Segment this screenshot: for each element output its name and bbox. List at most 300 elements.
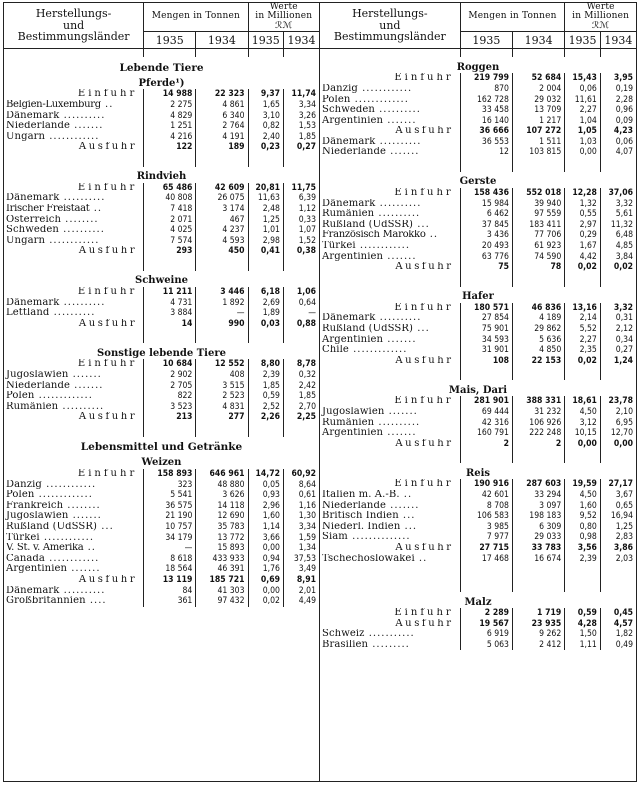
total-label — [320, 262, 460, 273]
spacer-cell — [600, 564, 636, 578]
leader-dots: ............ — [355, 241, 410, 252]
leader-dots: ... — [398, 511, 416, 522]
label-text: Dänemark — [6, 297, 60, 308]
value-1934: 27,17 — [608, 479, 633, 490]
country-row — [320, 220, 636, 231]
quantity-1935: 12 — [460, 147, 512, 158]
country-name — [4, 215, 144, 226]
quantity-1934: 408 — [196, 370, 248, 381]
value-1935: 2,14 — [565, 313, 601, 324]
value-1934: 6,48 — [615, 230, 633, 241]
label-text: Einfuhr — [394, 479, 454, 490]
quantity-1934: 4 861 — [196, 100, 248, 111]
spacer-cell — [460, 273, 512, 287]
spacer-cell — [320, 366, 460, 380]
total-row — [320, 126, 636, 137]
label-text: Dänemark — [322, 313, 376, 324]
country-name — [4, 554, 144, 565]
section-heading: Weizen — [141, 457, 182, 469]
quantity-1934: 3 446 — [196, 287, 248, 298]
value-1934: 0,19 — [615, 83, 633, 94]
label-text: Ausfuhr — [395, 355, 454, 366]
year-1935-header: 1935 — [565, 32, 601, 49]
country-name — [4, 533, 144, 544]
leader-dots: .......... — [59, 110, 106, 121]
country-row — [320, 324, 636, 335]
value-1934: 11,75 — [291, 182, 316, 193]
label-text: Österreich — [6, 214, 61, 225]
quantity-1934: 16 674 — [512, 554, 564, 565]
value-1934: 4,85 — [615, 241, 633, 252]
country-name — [4, 132, 144, 143]
section-heading-row — [4, 73, 319, 89]
label-text: Canada — [6, 553, 45, 564]
spacer-cell — [283, 423, 319, 437]
country-name — [4, 111, 144, 122]
country-row — [4, 564, 319, 575]
label-text: Rußland (UdSSR) — [6, 521, 98, 532]
spacer-cell — [320, 158, 460, 172]
value-1934: 4,07 — [615, 147, 633, 158]
value-1935: 0,02 — [565, 356, 601, 367]
quantity-1935: 2 705 — [144, 381, 196, 392]
spacer-row — [320, 273, 636, 287]
quantity-1935: 7 977 — [460, 532, 512, 543]
country-row — [320, 335, 636, 346]
quantity-1934: 388 331 — [512, 396, 564, 407]
spacer-cell — [512, 273, 564, 287]
label-text: Jugoslawien — [6, 370, 69, 380]
total-row — [320, 619, 636, 630]
total-label — [320, 188, 460, 199]
total-label — [320, 396, 460, 407]
country-name — [4, 511, 144, 522]
section-heading-row — [4, 343, 319, 359]
quantity-1934: 6 340 — [196, 111, 248, 122]
quantity-1934: 287 603 — [512, 479, 564, 490]
label-text: Ungarn — [6, 131, 46, 142]
value-1934: 2,70 — [298, 401, 316, 412]
quantity-1935: 361 — [144, 596, 196, 607]
spacer-cell — [144, 153, 196, 167]
leader-dots: .. — [89, 204, 103, 215]
country-name — [4, 402, 144, 413]
country-row — [4, 511, 319, 522]
quantity-1935: 7 418 — [144, 204, 196, 215]
value-1934: 2,28 — [615, 94, 633, 105]
year-1934-header: 1934 — [600, 32, 636, 49]
value-1934: 0,33 — [298, 214, 316, 225]
label-text: Ausfuhr — [395, 542, 454, 553]
total-label — [4, 183, 144, 194]
quantity-1934: 22 153 — [512, 356, 564, 367]
leader-dots: .......... — [59, 585, 106, 596]
quantity-1934: 2 412 — [512, 640, 564, 651]
quantity-1934: 183 411 — [512, 220, 564, 231]
value-1934: 11,74 — [291, 89, 316, 100]
spacer-cell — [600, 158, 636, 172]
quantity-column-header: Mengen in Tonnen — [460, 3, 565, 32]
label-text: Rumänien — [322, 417, 375, 428]
country-name — [4, 490, 144, 501]
total-row — [4, 469, 319, 480]
quantity-1935: — — [144, 543, 196, 554]
section-heading-row — [4, 167, 319, 183]
country-name — [4, 391, 144, 402]
country-row — [4, 554, 319, 565]
country-column-header: Herstellungs- und Bestimmungsländer — [4, 3, 144, 49]
value-1934: 1,52 — [298, 235, 316, 246]
value-1935: 0,02 — [248, 596, 283, 607]
quantity-1935: 2 289 — [460, 608, 512, 619]
quantity-1934: 5 636 — [512, 335, 564, 346]
quantity-1935: 27 715 — [460, 543, 512, 554]
quantity-1935: 11 211 — [144, 287, 196, 298]
value-1935: 1,32 — [565, 199, 601, 210]
spacer-cell — [512, 366, 564, 380]
quantity-1935: 18 564 — [144, 564, 196, 575]
total-label — [320, 73, 460, 84]
leader-dots: .......... — [374, 209, 421, 220]
country-row — [4, 132, 319, 143]
country-row — [4, 596, 319, 607]
label-text: Argentinien — [322, 251, 384, 262]
label-text: Einfuhr — [394, 396, 454, 407]
value-1935: 20,81 — [248, 183, 283, 194]
quantity-1934: 2 — [512, 439, 564, 450]
value-1934: 3,84 — [615, 251, 633, 262]
country-name — [4, 501, 144, 512]
total-label — [4, 575, 144, 586]
spacer-cell — [565, 366, 601, 380]
value-1935: 11,63 — [248, 193, 283, 204]
value-1934: 3,86 — [613, 542, 633, 553]
leader-dots: ....... — [70, 121, 104, 132]
table-body — [4, 49, 319, 607]
year-1934-header: 1934 — [283, 32, 319, 49]
quantity-1934: 552 018 — [512, 188, 564, 199]
value-1934: 2,83 — [615, 532, 633, 543]
country-row — [4, 533, 319, 544]
section-heading: Roggen — [456, 61, 500, 73]
leader-dots: .... — [85, 596, 107, 607]
country-name — [4, 225, 144, 236]
label-text: Einfuhr — [77, 468, 138, 479]
spacer-cell — [320, 449, 460, 463]
value-1934: 4,23 — [613, 126, 633, 137]
total-label — [4, 89, 144, 100]
value-1935: 1,04 — [565, 116, 601, 127]
label-text: Ausfuhr — [78, 142, 138, 153]
leader-dots: .. — [83, 543, 96, 554]
country-row — [4, 100, 319, 111]
trade-table-right — [320, 3, 636, 650]
value-1934: 12,70 — [610, 428, 633, 439]
value-1935: 2,98 — [248, 236, 283, 247]
quantity-1934: 103 815 — [512, 147, 564, 158]
total-label — [4, 142, 144, 153]
quantity-1934: 46 836 — [512, 303, 564, 314]
country-row — [4, 204, 319, 215]
label-text: Danzig — [322, 83, 358, 94]
total-label — [320, 303, 460, 314]
value-1935: 0,05 — [248, 480, 283, 491]
value-1935: 0,69 — [248, 575, 283, 586]
quantity-1934: 1 217 — [512, 116, 564, 127]
quantity-1935: 158 893 — [144, 469, 196, 480]
quantity-1935: 106 583 — [460, 511, 512, 522]
quantity-1934: 14 118 — [196, 501, 248, 512]
total-label — [4, 469, 144, 480]
value-1935: 3,56 — [565, 543, 601, 554]
value-1935: 0,02 — [565, 262, 601, 273]
total-row — [320, 439, 636, 450]
quantity-1935: 21 190 — [144, 511, 196, 522]
total-label — [4, 319, 144, 330]
country-row — [320, 629, 636, 640]
leader-dots: .. — [100, 99, 114, 110]
value-1934: 3,67 — [615, 489, 633, 500]
spacer-cell — [600, 366, 636, 380]
year-1935-header: 1935 — [248, 32, 283, 49]
total-row — [4, 89, 319, 100]
label-text: Argentinien — [322, 428, 384, 439]
quantity-1935: 213 — [144, 412, 196, 423]
leader-dots: .......... — [375, 313, 422, 324]
value-1935: 8,80 — [248, 359, 283, 370]
quantity-1934: 107 272 — [512, 126, 564, 137]
value-1935: 1,60 — [565, 501, 601, 512]
value-1934: 8,91 — [296, 574, 316, 585]
value-1935: 1,01 — [248, 225, 283, 236]
spacer-cell — [4, 423, 144, 437]
value-1935: 1,50 — [565, 629, 601, 640]
country-row — [4, 193, 319, 204]
country-name — [320, 428, 460, 439]
value-1935: 1,85 — [248, 381, 283, 392]
quantity-1934: 12 552 — [196, 359, 248, 370]
quantity-1935: 190 916 — [460, 479, 512, 490]
leader-dots: ............. — [348, 345, 408, 356]
value-1934: 2,03 — [615, 553, 633, 564]
value-1934: 0,32 — [298, 370, 316, 380]
country-name — [4, 308, 144, 319]
leader-dots: ........ — [60, 214, 99, 225]
total-label — [4, 246, 144, 257]
section-heading: Sonstige lebende Tiere — [97, 347, 226, 359]
label-text: Rußland (UdSSR) — [322, 219, 414, 230]
spacer-cell — [248, 49, 283, 58]
country-row — [320, 407, 636, 418]
value-1934: 5,61 — [615, 209, 633, 220]
country-row — [4, 215, 319, 226]
value-1935: 2,52 — [248, 402, 283, 413]
country-row — [4, 121, 319, 132]
value-1934: 1,53 — [298, 121, 316, 132]
country-name — [320, 490, 460, 501]
label-text: Jugoslawien — [6, 511, 69, 522]
quantity-1935: 281 901 — [460, 396, 512, 407]
quantity-1934: 61 923 — [512, 241, 564, 252]
section-heading-row — [4, 271, 319, 287]
quantity-1934: 4 850 — [512, 345, 564, 356]
leader-dots: .......... — [374, 417, 421, 428]
quantity-1935: 162 728 — [460, 95, 512, 106]
value-1935: 0,06 — [565, 84, 601, 95]
label-text: Rußland (UdSSR) — [322, 324, 414, 334]
total-row — [4, 359, 319, 370]
quantity-1934: 4 593 — [196, 236, 248, 247]
value-1935: 2,27 — [565, 105, 601, 116]
country-name — [320, 252, 460, 263]
leader-dots: .......... — [375, 198, 422, 209]
value-1934: 0,34 — [615, 334, 633, 345]
label-text: Niederlande — [6, 380, 70, 391]
label-text: Schweden — [322, 105, 375, 116]
label-text: Britisch Indien — [322, 511, 399, 522]
country-name — [4, 370, 144, 381]
total-row — [320, 543, 636, 554]
value-1935: 0,59 — [565, 608, 601, 619]
total-label — [4, 412, 144, 423]
country-name — [320, 147, 460, 158]
country-name — [320, 554, 460, 565]
total-row — [320, 73, 636, 84]
spacer-cell — [4, 329, 144, 343]
value-1935: 2,96 — [248, 501, 283, 512]
value-1934: 3,49 — [298, 564, 316, 575]
quantity-1934: 78 — [512, 262, 564, 273]
value-1934: 1,24 — [613, 355, 633, 366]
section-heading-row — [4, 57, 319, 73]
country-row — [320, 230, 636, 241]
value-1935: 4,50 — [565, 490, 601, 501]
quantity-1934: 450 — [196, 246, 248, 257]
spacer-cell — [196, 153, 248, 167]
leader-dots: .......... — [59, 193, 106, 204]
country-row — [320, 252, 636, 263]
value-1934: 0,96 — [615, 105, 633, 116]
value-1935: 0,00 — [565, 439, 601, 450]
value-1935: 3,12 — [565, 418, 601, 429]
country-name — [4, 480, 144, 491]
quantity-1934: 13 772 — [196, 533, 248, 544]
spacer-cell — [565, 578, 601, 592]
section-heading: Gerste — [459, 176, 497, 188]
quantity-1934: 33 783 — [512, 543, 564, 554]
country-name — [320, 241, 460, 252]
quantity-1934: 4 831 — [196, 402, 248, 413]
leader-dots: .. — [425, 230, 439, 241]
spacer-cell — [600, 273, 636, 287]
quantity-1934: 646 961 — [196, 469, 248, 480]
value-1935: 0,55 — [565, 209, 601, 220]
value-1935: 9,37 — [248, 89, 283, 100]
section-heading-row — [320, 463, 636, 479]
value-1935: 0,00 — [565, 147, 601, 158]
leader-dots: .......... — [375, 136, 422, 147]
country-name — [4, 298, 144, 309]
label-text: Irischer Freistaat — [6, 204, 90, 215]
value-1934: 0,61 — [298, 490, 316, 501]
quantity-1934: 4 191 — [196, 132, 248, 143]
country-row — [4, 501, 319, 512]
value-1934: 1,82 — [615, 629, 633, 640]
country-row — [4, 402, 319, 413]
quantity-1935: 14 988 — [144, 89, 196, 100]
quantity-1934: 1 892 — [196, 298, 248, 309]
quantity-1934: 2 004 — [512, 84, 564, 95]
spacer-cell — [512, 564, 564, 578]
quantity-1935: 75 — [460, 262, 512, 273]
value-1935: 5,52 — [565, 324, 601, 335]
country-name — [4, 193, 144, 204]
value-1934: 37,53 — [293, 553, 316, 564]
spacer-row — [320, 49, 636, 58]
quantity-1935: 13 119 — [144, 575, 196, 586]
value-1935: 1,60 — [248, 511, 283, 522]
value-1935: 3,10 — [248, 111, 283, 122]
section-heading: Malz — [464, 596, 492, 608]
country-row — [320, 532, 636, 543]
value-1934: 0,09 — [615, 115, 633, 126]
country-row — [320, 511, 636, 522]
country-name — [4, 381, 144, 392]
value-1935: 0,00 — [248, 586, 283, 597]
value-1934: 6,39 — [298, 193, 316, 204]
spacer-cell — [4, 257, 144, 271]
quantity-1934: 41 303 — [196, 586, 248, 597]
total-row — [320, 262, 636, 273]
value-1935: 2,97 — [565, 220, 601, 231]
spacer-cell — [283, 49, 319, 58]
value-1935: 19,59 — [565, 479, 601, 490]
leader-dots: ....... — [67, 564, 101, 575]
country-name — [320, 105, 460, 116]
quantity-1934: 29 862 — [512, 324, 564, 335]
spacer-cell — [512, 158, 564, 172]
spacer-cell — [248, 257, 283, 271]
country-name — [4, 121, 144, 132]
label-text: Lettland — [6, 308, 50, 319]
label-text: Brasilien — [322, 639, 369, 650]
spacer-cell — [248, 423, 283, 437]
value-1934: 3,95 — [613, 73, 633, 84]
country-name — [4, 522, 144, 533]
spacer-row — [320, 578, 636, 592]
quantity-1935: 36 666 — [460, 126, 512, 137]
quantity-1934: 97 432 — [196, 596, 248, 607]
spacer-cell — [320, 49, 460, 58]
quantity-1934: 467 — [196, 215, 248, 226]
value-1935: 0,80 — [565, 522, 601, 533]
spacer-cell — [460, 158, 512, 172]
value-1935: 0,93 — [248, 490, 283, 501]
country-column-header: Herstellungs- und Bestimmungsländer — [320, 3, 460, 49]
quantity-1934: 3 626 — [196, 490, 248, 501]
quantity-1935: 19 567 — [460, 619, 512, 630]
label-text: Polen — [6, 391, 35, 402]
quantity-1935: 822 — [144, 391, 196, 402]
spacer-cell — [565, 449, 601, 463]
spacer-cell — [144, 423, 196, 437]
leader-dots: ............ — [41, 479, 97, 490]
label-text: Siam — [322, 532, 348, 543]
quantity-1935: 8 618 — [144, 554, 196, 565]
quantity-1934: 29 033 — [512, 532, 564, 543]
quantity-1935: 5 063 — [460, 640, 512, 651]
spacer-row — [4, 49, 319, 58]
